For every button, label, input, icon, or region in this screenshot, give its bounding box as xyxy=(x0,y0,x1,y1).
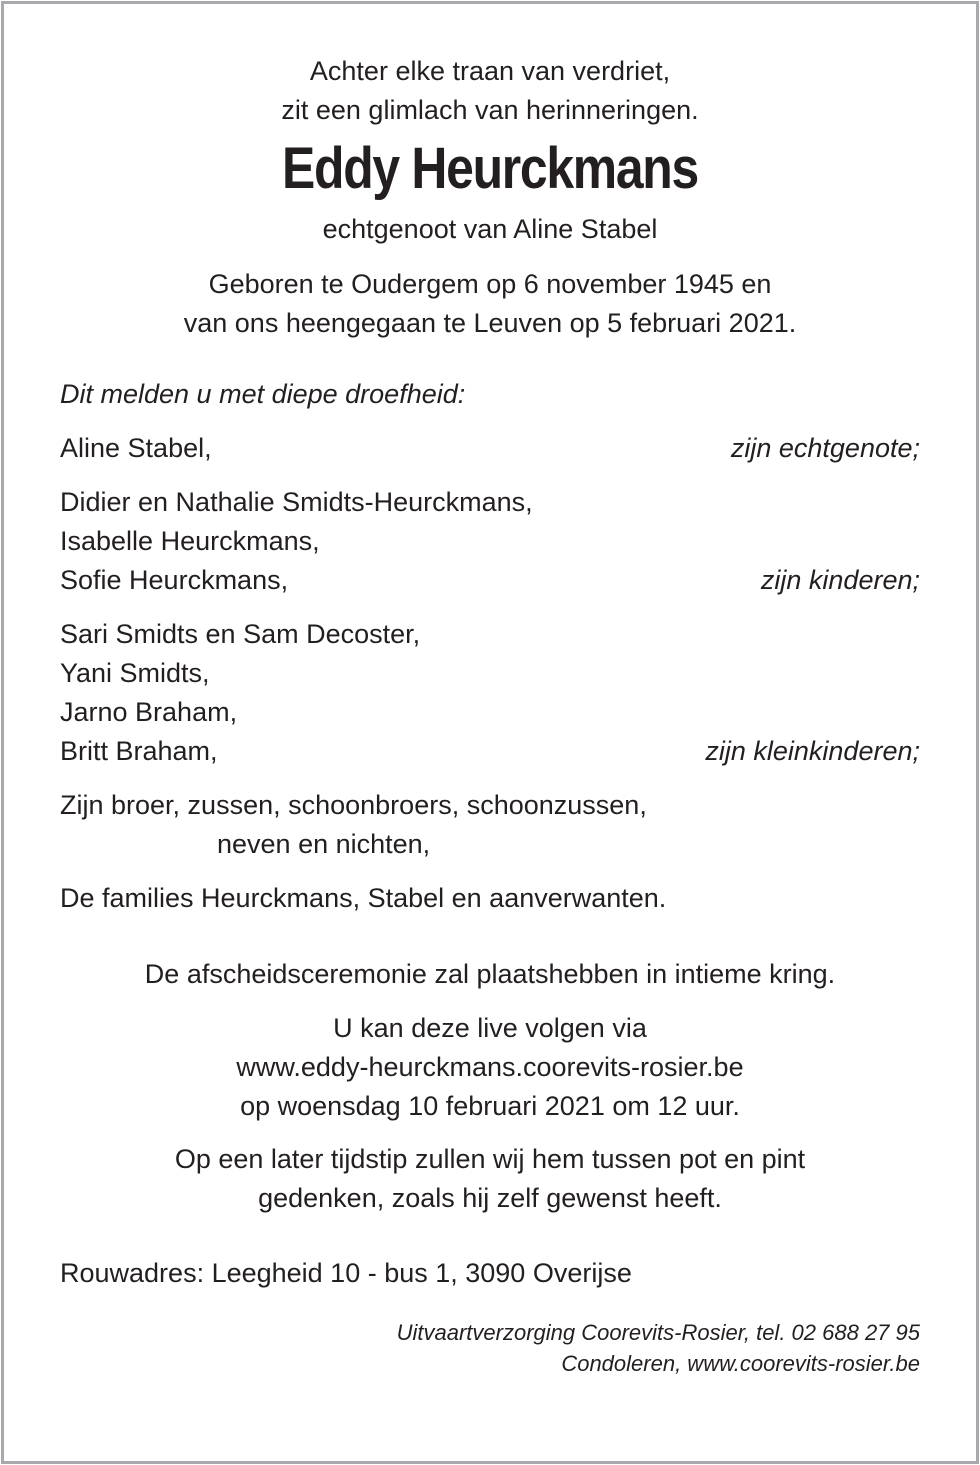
families-line: De families Heurckmans, Stabel en aanverwanten. xyxy=(60,883,667,913)
family-name: Isabelle Heurckmans, xyxy=(60,526,320,556)
poem-line: zit een glimlach van herinneringen. xyxy=(281,95,699,125)
condolences-line: Condoleren, www.coorevits-rosier.be xyxy=(561,1351,920,1376)
family-name: Sofie Heurckmans, xyxy=(60,565,289,595)
spacer xyxy=(60,933,920,955)
mourning-address: Rouwadres: Leegheid 10 - bus 1, 3090 Overijse xyxy=(60,1258,632,1288)
later-remembrance xyxy=(60,1140,920,1218)
family-name: Aline Stabel, xyxy=(60,433,212,463)
family-group-children xyxy=(60,483,920,600)
family-name: Britt Braham, xyxy=(60,736,218,766)
born-line: Geboren te Oudergem op 6 november 1945 en xyxy=(208,269,772,299)
undertaker-line: Uitvaartverzorging Coorevits-Rosier, tel. 02 688 27 95 xyxy=(396,1320,920,1345)
died-line: van ons heengegaan te Leuven op 5 februari 2021. xyxy=(183,308,797,338)
life-dates xyxy=(60,265,920,343)
poem xyxy=(60,52,920,130)
family-row xyxy=(60,732,920,771)
relatives-line: Zijn broer, zussen, schoonbroers, schoonzussen, xyxy=(60,790,647,820)
family-role: zijn echtgenote; xyxy=(730,433,920,463)
family-row xyxy=(60,561,920,600)
family-role: zijn kleinkinderen; xyxy=(705,736,920,766)
relatives-line: neven en nichten, xyxy=(217,829,431,859)
announcement-intro: Dit melden u met diepe droefheid: xyxy=(60,379,466,409)
family-row xyxy=(60,429,920,468)
family-group-grandchildren xyxy=(60,615,920,771)
livestream-url: www.eddy-heurckmans.coorevits-rosier.be xyxy=(236,1052,744,1082)
family-group-spouse xyxy=(60,429,920,468)
spouse-line: echtgenoot van Aline Stabel xyxy=(322,214,658,244)
obituary-notice xyxy=(60,52,920,1379)
undertaker-footer xyxy=(60,1317,920,1379)
family-name: Sari Smidts en Sam Decoster, xyxy=(60,619,421,649)
family-name: Didier en Nathalie Smidts-Heurckmans, xyxy=(60,487,533,517)
later-line: gedenken, zoals hij zelf gewenst heeft. xyxy=(258,1183,722,1213)
relatives xyxy=(60,786,920,864)
poem-line: Achter elke traan van verdriet, xyxy=(309,56,671,86)
livestream-line: U kan deze live volgen via xyxy=(333,1013,647,1043)
family-name: Jarno Braham, xyxy=(60,697,238,727)
family-name: Yani Smidts, xyxy=(60,658,210,688)
deceased-name: Eddy Heurckmans xyxy=(282,136,698,201)
family-role: zijn kinderen; xyxy=(760,565,920,595)
later-line: Op een later tijdstip zullen wij hem tussen pot en pint xyxy=(174,1144,806,1174)
livestream-info xyxy=(60,1009,920,1126)
livestream-date: op woensdag 10 februari 2021 om 12 uur. xyxy=(240,1091,740,1121)
ceremony-text: De afscheidsceremonie zal plaatshebben in intieme kring. xyxy=(144,959,836,989)
